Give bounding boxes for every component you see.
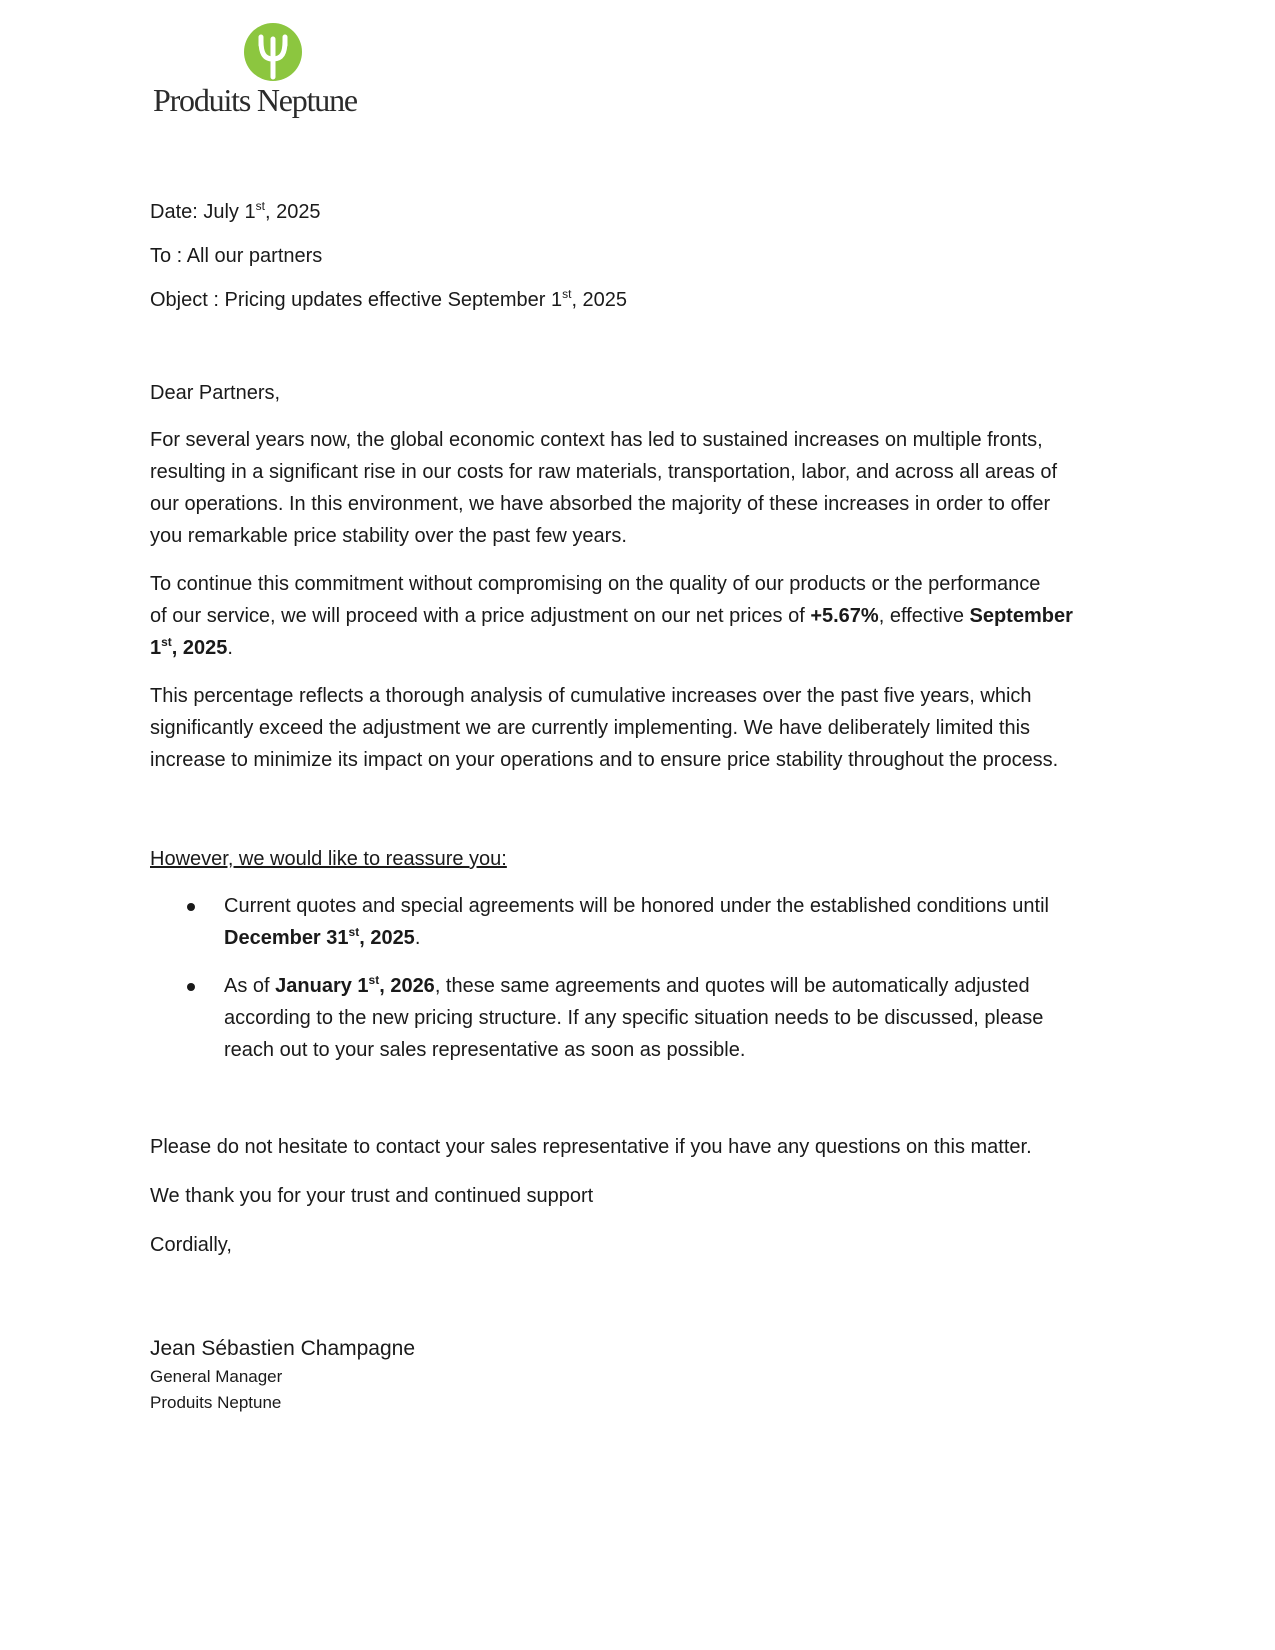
company-logo (150, 20, 410, 130)
to-line: To : All our partners (150, 245, 323, 267)
bullet-icon (187, 983, 195, 991)
closing-contact: Please do not hesitate to contact your sales representative if you have any questions on this matter. (150, 1136, 1032, 1158)
adjustment-percentage: +5.67% (810, 605, 879, 627)
brand-name: Produits Neptune (153, 82, 357, 118)
object-line: Object : Pricing updates effective September 1st, 2025 (150, 287, 628, 311)
signatory-title: General Manager (150, 1367, 283, 1386)
bullet-icon (187, 903, 195, 911)
closing-cordially: Cordially, (150, 1234, 232, 1256)
paragraph-cost-context: For several years now, the global economic context has led to sustained increases on multiple fronts, resulting in a significant rise in our costs for raw materials, transportation, labor, and across all areas of our operations. In this environment, we have absorbed the majority of these increases in order to offer you remarkable price stability over the past few years. (150, 429, 1058, 547)
date-line: Date: July 1st, 2025 (150, 199, 321, 223)
signatory-name: Jean Sébastien Champagne (150, 1337, 416, 1360)
reassure-heading: However, we would like to reassure you: (150, 848, 507, 870)
signatory-company: Produits Neptune (150, 1393, 282, 1412)
salutation: Dear Partners, (150, 382, 281, 404)
letter-page: Produits Neptune Date: July 1st, 2025 To : All our partners Object : Pricing updates effective September 1st, 2025 Dear Partners, For several years now, the global economic context has led to sustained increases on multiple fronts, resulting in a significant rise in our costs for raw materials, transportation, labor, and across all areas of our operations. In this environment, we have absorbed the majority of these increases in order to offer you remarkable price stability over the past few years. To continue this commitment without compromising on the quality of our products or the performance of our service, we will proceed with a price adjustment on our net prices of +5.67%, effective September 1st, 2025. This percentage reflects a thorough analysis of cumulative increases over the past five years, which significantly exceed the adjustment we are currently implementing. We have deliberately limited this increase to minimize its impact on your operations and to ensure price stability throughout the process. However, we would like to reassure you: Current quotes and special agreements will be honored under the established conditions until December 31st, 2025. As of January 1st, 2026, these same agreements and quotes will be automatically adjusted according to the new pricing structure. If any specific situation needs to be discussed, please reach out to your sales representative as soon as possible. Please do not hesitate to contact your sales representative if you have any questions on this matter. We thank you for your trust and continued support Cordially, Jean Sébastien Champagne General Manager Produits Neptune (0, 0, 1275, 1650)
closing-thanks: We thank you for your trust and continued support (150, 1185, 594, 1207)
paragraph-price-adjustment: To continue this commitment without compromising on the quality of our products or the performance of our service, we will proceed with a price adjustment on our net prices of +5.67%, effective September 1st, 2025. (150, 573, 1073, 659)
trident-leaf-icon (244, 23, 302, 81)
effective-date: 1st, 2025 (150, 635, 228, 659)
paragraph-analysis: This percentage reflects a thorough analysis of cumulative increases over the past five years, which significantly exceed the adjustment we are currently implementing. We have deliberately limited this increase to minimize its impact on your operations and to ensure price stability throughout the process. (150, 685, 1059, 771)
